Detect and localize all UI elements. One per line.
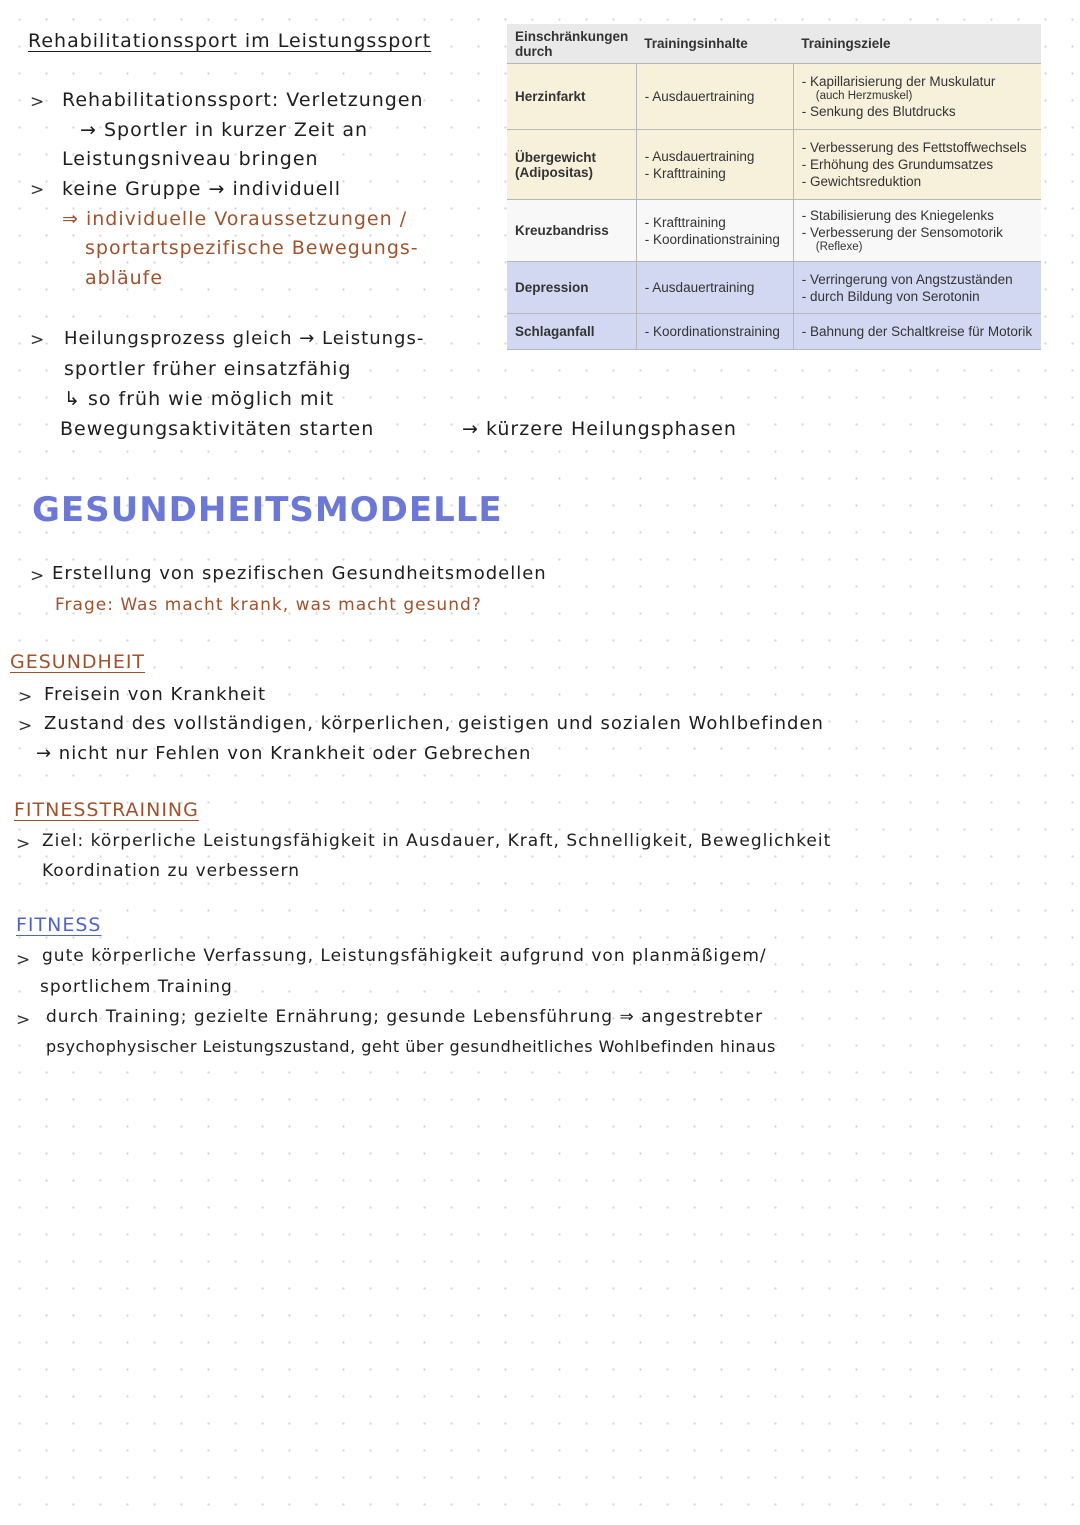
rehab-b1-line3: Leistungsniveau bringen: [62, 148, 319, 170]
rehab-b2-line1: keine Gruppe → individuell: [62, 178, 341, 200]
health-line1: Freisein von Krankheit: [44, 684, 267, 705]
table-header-cell: Einschränkungen durch: [507, 24, 636, 64]
content-cell: - Ausdauertraining: [636, 64, 793, 130]
bullet-marker: >: [16, 950, 31, 970]
condition-cell: Kreuzbandriss: [507, 200, 636, 262]
content-cell: - Ausdauertraining: [636, 262, 793, 314]
table-row: [507, 130, 1041, 200]
content-cell: - Ausdauertraining - Krafttraining: [636, 130, 793, 200]
condition-cell: Übergewicht (Adipositas): [507, 130, 636, 200]
models-title: GESUNDHEITSMODELLE: [32, 490, 503, 530]
rehab-heading: Rehabilitationssport im Leistungssport: [28, 30, 432, 52]
bullet-marker: >: [16, 1010, 31, 1030]
table-header-cell: Trainingsinhalte: [636, 24, 793, 64]
rehab-b2-line2: ⇒ individuelle Voraussetzungen /: [62, 208, 408, 230]
rehab-b3-line4b: → kürzere Heilungsphasen: [462, 418, 737, 440]
condition-cell: Depression: [507, 262, 636, 314]
goals-cell: - Verringerung von Angstzuständen - durch Bildung von Serotonin: [793, 262, 1041, 314]
fitness-line3: durch Training; gezielte Ernährung; gesunde Lebensführung ⇒ angestrebter: [46, 1007, 764, 1027]
goals-cell: - Stabilisierung des Kniegelenks - Verbesserung der Sensomotorik (Reflexe): [793, 200, 1041, 262]
goals-cell: - Verbesserung des Fettstoffwechsels - Erhöhung des Grundumsatzes - Gewichtsreduktion: [793, 130, 1041, 200]
bullet-marker: >: [16, 834, 31, 854]
table-header-cell: Trainingsziele: [793, 24, 1041, 64]
goals-cell: - Bahnung der Schaltkreise für Motorik: [793, 314, 1041, 350]
rehab-b3-line3: ↳ so früh wie möglich mit: [64, 388, 335, 410]
fitness-line2: sportlichem Training: [40, 977, 233, 997]
condition-cell: Schlaganfall: [507, 314, 636, 350]
health-heading: GESUNDHEIT: [10, 651, 146, 673]
table-row: [507, 314, 1041, 350]
models-question: Frage: Was macht krank, was macht gesund?: [55, 595, 482, 615]
fitness-training-line2: Koordination zu verbessern: [42, 861, 300, 881]
rehab-b3-line2: sportler früher einsatzfähig: [64, 358, 352, 380]
table-row: [507, 200, 1041, 262]
health-line2: Zustand des vollständigen, körperlichen, geistigen und sozialen Wohlbefinden: [44, 713, 824, 734]
bullet-marker: >: [30, 566, 45, 586]
bullet-marker: >: [30, 330, 45, 350]
fitness-training-line1: Ziel: körperliche Leistungsfähigkeit in Ausdauer, Kraft, Schnelligkeit, Beweglichkeit: [42, 831, 832, 851]
bullet-marker: >: [30, 92, 45, 112]
table-row: [507, 64, 1041, 130]
rehab-b2-line3: sportartspezifische Bewegungs-: [85, 237, 419, 259]
fitness-heading: FITNESS: [16, 914, 102, 936]
rehab-table: [507, 24, 1041, 350]
models-line1: Erstellung von spezifischen Gesundheitsmodellen: [52, 563, 547, 584]
goals-cell: - Kapillarisierung der Muskulatur (auch Herzmuskel) - Senkung des Blutdrucks: [793, 64, 1041, 130]
bullet-marker: >: [18, 716, 33, 736]
rehab-b2-line4: abläufe: [85, 267, 164, 289]
fitness-line1: gute körperliche Verfassung, Leistungsfähigkeit aufgrund von planmäßigem/: [42, 946, 767, 966]
rehab-b1-line1: Rehabilitationssport: Verletzungen: [62, 89, 424, 111]
health-line3: → nicht nur Fehlen von Krankheit oder Gebrechen: [36, 743, 532, 764]
rehab-b1-line2: → Sportler in kurzer Zeit an: [80, 119, 369, 141]
rehab-b3-line4: Bewegungsaktivitäten starten: [60, 418, 375, 440]
bullet-marker: >: [18, 687, 33, 707]
table-row: [507, 262, 1041, 314]
condition-cell: Herzinfarkt: [507, 64, 636, 130]
content-cell: - Krafttraining - Koordinationstraining: [636, 200, 793, 262]
content-cell: - Koordinationstraining: [636, 314, 793, 350]
bullet-marker: >: [30, 180, 45, 200]
rehab-b3-line1: Heilungsprozess gleich → Leistungs-: [64, 328, 425, 349]
fitness-line4: psychophysischer Leistungszustand, geht über gesundheitliches Wohlbefinden hinaus: [46, 1037, 776, 1056]
fitness-training-heading: FITNESSTRAINING: [14, 799, 199, 821]
